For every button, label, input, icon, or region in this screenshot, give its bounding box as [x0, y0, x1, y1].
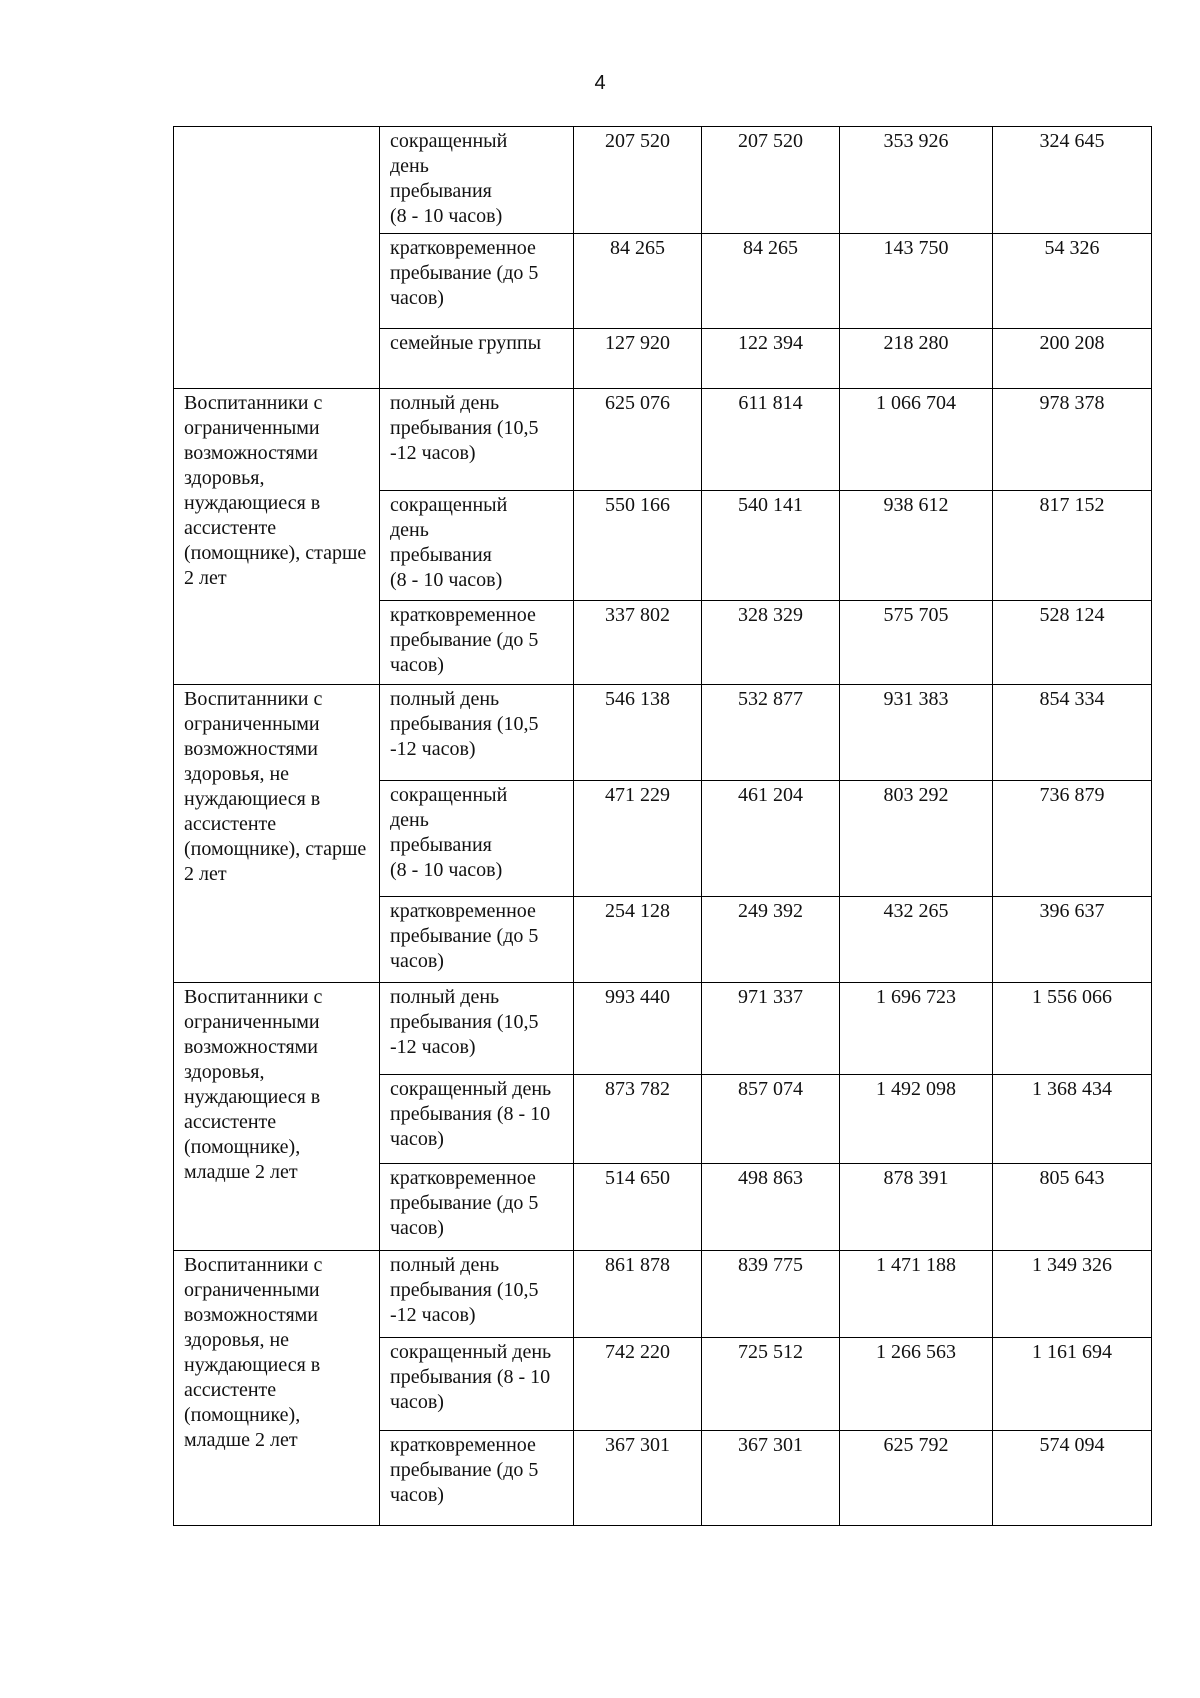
- value-cell-3: 1 492 098: [840, 1075, 993, 1164]
- stay-mode-cell: сокращенный день пребывания (8 - 10 часов): [380, 781, 574, 897]
- stay-mode-cell: сокращенный день пребывания (8 - 10 часов): [380, 1338, 574, 1431]
- value-cell-4: 396 637: [993, 897, 1152, 983]
- value-cell-3: 353 926: [840, 127, 993, 234]
- value-cell-1: 84 265: [574, 234, 702, 329]
- value-cell-1: 861 878: [574, 1251, 702, 1338]
- value-cell-1: 514 650: [574, 1164, 702, 1251]
- value-cell-2: 725 512: [702, 1338, 840, 1431]
- value-cell-4: 1 349 326: [993, 1251, 1152, 1338]
- value-cell-2: 540 141: [702, 491, 840, 601]
- value-cell-1: 993 440: [574, 983, 702, 1075]
- group-label-cell: Воспитанники с ограниченными возможностями здоровья, не нуждающиеся в ассистенте (помощнике), младше 2 лет: [174, 1251, 380, 1526]
- page-number: 4: [594, 72, 606, 94]
- value-cell-4: 528 124: [993, 601, 1152, 685]
- stay-mode-cell: сокращенный день пребывания (8 - 10 часов): [380, 491, 574, 601]
- table-row: [174, 389, 1152, 491]
- value-cell-4: 805 643: [993, 1164, 1152, 1251]
- value-cell-2: 857 074: [702, 1075, 840, 1164]
- value-cell-4: 1 161 694: [993, 1338, 1152, 1431]
- group-label-cell: Воспитанники с ограниченными возможностями здоровья, нуждающиеся в ассистенте (помощнике), младше 2 лет: [174, 983, 380, 1251]
- stay-mode-cell: полный день пребывания (10,5 -12 часов): [380, 685, 574, 781]
- stay-mode-cell: полный день пребывания (10,5 -12 часов): [380, 983, 574, 1075]
- value-cell-1: 471 229: [574, 781, 702, 897]
- group-label-cell: Воспитанники с ограниченными возможностями здоровья, нуждающиеся в ассистенте (помощнике), старше 2 лет: [174, 389, 380, 685]
- value-cell-4: 54 326: [993, 234, 1152, 329]
- stay-mode-cell: кратковременное пребывание (до 5 часов): [380, 234, 574, 329]
- value-cell-2: 84 265: [702, 234, 840, 329]
- value-cell-2: 367 301: [702, 1431, 840, 1526]
- value-cell-4: 854 334: [993, 685, 1152, 781]
- stay-mode-cell: кратковременное пребывание (до 5 часов): [380, 601, 574, 685]
- value-cell-2: 839 775: [702, 1251, 840, 1338]
- value-cell-3: 1 471 188: [840, 1251, 993, 1338]
- value-cell-3: 143 750: [840, 234, 993, 329]
- value-cell-4: 1 556 066: [993, 983, 1152, 1075]
- rates-table-body: [174, 127, 1152, 1526]
- value-cell-1: 254 128: [574, 897, 702, 983]
- value-cell-3: 938 612: [840, 491, 993, 601]
- value-cell-3: 1 066 704: [840, 389, 993, 491]
- value-cell-2: 498 863: [702, 1164, 840, 1251]
- value-cell-4: 200 208: [993, 329, 1152, 389]
- table-row: [174, 127, 1152, 234]
- value-cell-2: 122 394: [702, 329, 840, 389]
- value-cell-2: 207 520: [702, 127, 840, 234]
- value-cell-4: 817 152: [993, 491, 1152, 601]
- value-cell-1: 873 782: [574, 1075, 702, 1164]
- table-row: [174, 685, 1152, 781]
- table-row: [174, 1251, 1152, 1338]
- value-cell-2: 971 337: [702, 983, 840, 1075]
- group-label-cell: Воспитанники с ограниченными возможностями здоровья, не нуждающиеся в ассистенте (помощнике), старше 2 лет: [174, 685, 380, 983]
- value-cell-2: 328 329: [702, 601, 840, 685]
- value-cell-4: 1 368 434: [993, 1075, 1152, 1164]
- value-cell-1: 127 920: [574, 329, 702, 389]
- table-row: [174, 983, 1152, 1075]
- value-cell-3: 625 792: [840, 1431, 993, 1526]
- stay-mode-cell: кратковременное пребывание (до 5 часов): [380, 897, 574, 983]
- value-cell-2: 249 392: [702, 897, 840, 983]
- value-cell-4: 978 378: [993, 389, 1152, 491]
- value-cell-1: 550 166: [574, 491, 702, 601]
- value-cell-1: 546 138: [574, 685, 702, 781]
- stay-mode-cell: полный день пребывания (10,5 -12 часов): [380, 389, 574, 491]
- value-cell-3: 1 696 723: [840, 983, 993, 1075]
- stay-mode-cell: кратковременное пребывание (до 5 часов): [380, 1164, 574, 1251]
- value-cell-3: 803 292: [840, 781, 993, 897]
- value-cell-1: 742 220: [574, 1338, 702, 1431]
- rates-table: [173, 126, 1152, 1526]
- value-cell-1: 625 076: [574, 389, 702, 491]
- value-cell-3: 878 391: [840, 1164, 993, 1251]
- value-cell-4: 324 645: [993, 127, 1152, 234]
- value-cell-4: 736 879: [993, 781, 1152, 897]
- value-cell-2: 461 204: [702, 781, 840, 897]
- value-cell-1: 367 301: [574, 1431, 702, 1526]
- value-cell-2: 532 877: [702, 685, 840, 781]
- value-cell-3: 218 280: [840, 329, 993, 389]
- value-cell-3: 1 266 563: [840, 1338, 993, 1431]
- value-cell-1: 207 520: [574, 127, 702, 234]
- stay-mode-cell: полный день пребывания (10,5 -12 часов): [380, 1251, 574, 1338]
- value-cell-3: 575 705: [840, 601, 993, 685]
- value-cell-4: 574 094: [993, 1431, 1152, 1526]
- value-cell-3: 931 383: [840, 685, 993, 781]
- stay-mode-cell: сокращенный день пребывания (8 - 10 часов): [380, 1075, 574, 1164]
- value-cell-2: 611 814: [702, 389, 840, 491]
- value-cell-3: 432 265: [840, 897, 993, 983]
- group-label-cell: [174, 127, 380, 389]
- stay-mode-cell: семейные группы: [380, 329, 574, 389]
- stay-mode-cell: сокращенный день пребывания (8 - 10 часов): [380, 127, 574, 234]
- stay-mode-cell: кратковременное пребывание (до 5 часов): [380, 1431, 574, 1526]
- value-cell-1: 337 802: [574, 601, 702, 685]
